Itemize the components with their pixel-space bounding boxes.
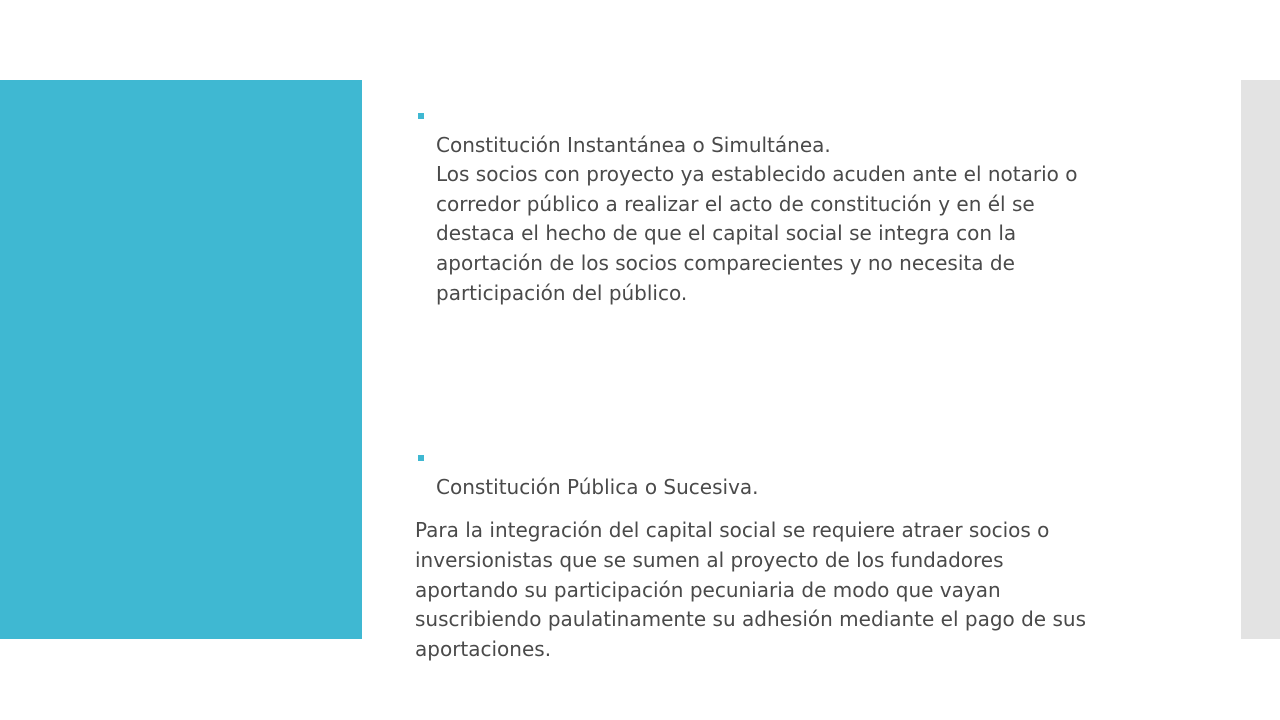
bullet-constitucion-simultanea [415, 101, 1155, 308]
square-bullet-icon [418, 455, 424, 461]
side-strip [1241, 80, 1280, 639]
slide-content [415, 101, 1155, 664]
square-bullet-icon [418, 113, 424, 119]
bullet-text: Constitución Pública o Sucesiva. [436, 474, 759, 499]
accent-bar [0, 80, 362, 639]
body-paragraph: Para la integración del capital social se requiere atraer socios o inversionistas que se sumen al proyecto de los fundadores aportando su participación pecuniaria de modo que vayan suscribiendo paulatinamente su adhesión mediante el pago de sus aportaciones. [415, 518, 1086, 661]
bullet-constitucion-sucesiva [415, 443, 1155, 502]
bullet-text: Constitución Instantánea o Simultánea. Los socios con proyecto ya establecido acuden ante el notario o corredor público a realizar el acto de constitución y en él se destaca el hecho de que el capital social se integra con la aportación de los socios comparecientes y no necesita de participación del público. [436, 132, 1078, 305]
